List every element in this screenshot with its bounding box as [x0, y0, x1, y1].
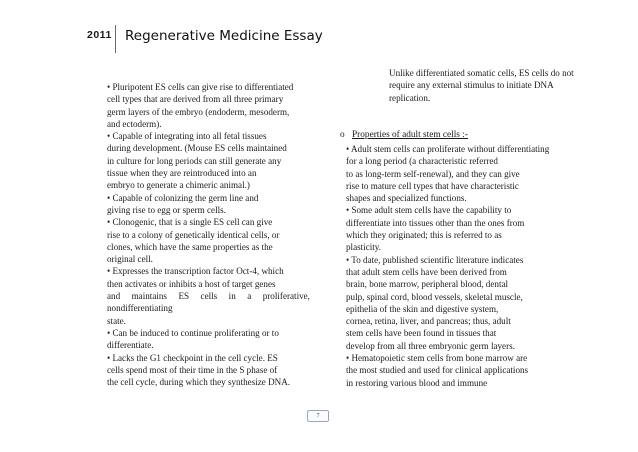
header-title: Regenerative Medicine Essay	[125, 28, 323, 44]
text-line: which they originated; this is referred to as	[346, 230, 502, 241]
text-line: the most studied and used for clinical applications	[346, 365, 529, 376]
text-line: • Can be induced to continue proliferating or to	[107, 327, 279, 338]
text-line: cornea, retina, liver, and pancreas; thus, adult	[346, 316, 511, 327]
text-line: clones, which have the same properties as the	[107, 241, 273, 252]
text-line: then activates or inhibits a host of target genes	[107, 278, 276, 289]
text-line: rise to mature cell types that have characteristic	[346, 180, 519, 191]
text-line: tissue when they are reintroduced into an	[107, 168, 257, 179]
text-line: brain, bone marrow, peripheral blood, dental	[346, 279, 509, 290]
justified-word: proliferative,	[262, 291, 310, 302]
section-heading	[340, 130, 468, 140]
page-number: 7	[307, 410, 329, 422]
text-line: • Adult stem cells can proliferate without differentiating	[346, 144, 550, 154]
text-line: cells spend most of their time in the S phase of	[107, 364, 278, 375]
justified-word: ES	[178, 291, 190, 302]
left-column	[107, 81, 312, 388]
text-line: nondifferentiating	[107, 303, 173, 314]
text-line: stem cells have been found in tissues that	[346, 328, 497, 339]
text-line: • Pluripotent ES cells can give rise to differentiated	[107, 82, 294, 92]
text-line: Unlike differentiated somatic cells, ES cells do not	[389, 68, 574, 78]
text-line: shapes and specialized functions.	[346, 193, 467, 204]
header-divider	[115, 25, 116, 53]
text-line: state.	[107, 315, 126, 326]
section-heading-text: Properties of adult stem cells :-	[352, 130, 468, 140]
text-line: original cell.	[107, 254, 153, 265]
header-year: 2011	[87, 29, 112, 41]
text-line: differentiate.	[107, 340, 154, 351]
text-line: • Capable of integrating into all fetal tissues	[107, 131, 267, 142]
text-line: giving rise to egg or sperm cells.	[107, 204, 226, 215]
text-line: develop from all three embryonic germ layers.	[346, 340, 515, 351]
text-line: • Hematopoietic stem cells from bone marrow are	[346, 353, 528, 364]
text-line: • Expresses the transcription factor Oct-4, which	[107, 266, 284, 277]
justified-word: maintains	[131, 291, 167, 302]
text-line: for a long period (a characteristic referred	[346, 156, 498, 167]
text-line: differentiate into tissues other than the ones from	[346, 217, 525, 228]
text-line: in restoring various blood and immune	[346, 377, 488, 388]
text-line: in culture for long periods can still generate any	[107, 155, 282, 166]
justified-word: cells	[200, 291, 218, 302]
text-line: • Capable of colonizing the germ line and	[107, 192, 259, 203]
text-line: epithelia of the skin and digestive system,	[346, 303, 499, 314]
text-line: require any external stimulus to initiate DNA	[389, 80, 554, 91]
justified-word: and	[107, 291, 121, 302]
right-top-paragraph	[389, 67, 589, 104]
text-line: embryo to generate a chimeric animal.)	[107, 180, 250, 191]
text-line: rise to a colony of genetically identical cells, or	[107, 229, 280, 240]
text-line: • To date, published scientific literature indicates	[346, 254, 524, 265]
justified-text-line	[107, 290, 310, 302]
justified-word: a	[247, 291, 252, 302]
text-line: plasticity.	[346, 242, 382, 253]
text-line: during development. (Mouse ES cells maintained	[107, 143, 287, 154]
text-line: • Clonogenic, that is a single ES cell can give	[107, 217, 273, 228]
justified-word: in	[228, 291, 236, 302]
text-line: cell types that are derived from all three primary	[107, 94, 284, 105]
text-line: germ layers of the embryo (endoderm, mesoderm,	[107, 106, 290, 117]
right-column	[346, 143, 591, 389]
circle-bullet-icon: o	[340, 130, 345, 140]
text-line: • Lacks the G1 checkpoint in the cell cycle. ES	[107, 352, 278, 363]
text-line: that adult stem cells have been derived from	[346, 266, 507, 277]
text-line: pulp, spinal cord, blood vessels, skeletal muscle,	[346, 291, 523, 302]
text-line: to as long-term self-renewal), and they can give	[346, 168, 520, 179]
text-line: replication.	[389, 92, 431, 103]
text-line: and ectoderm).	[107, 118, 162, 129]
text-line: • Some adult stem cells have the capability to	[346, 205, 512, 216]
text-line: the cell cycle, during which they synthesize DNA.	[107, 377, 291, 388]
